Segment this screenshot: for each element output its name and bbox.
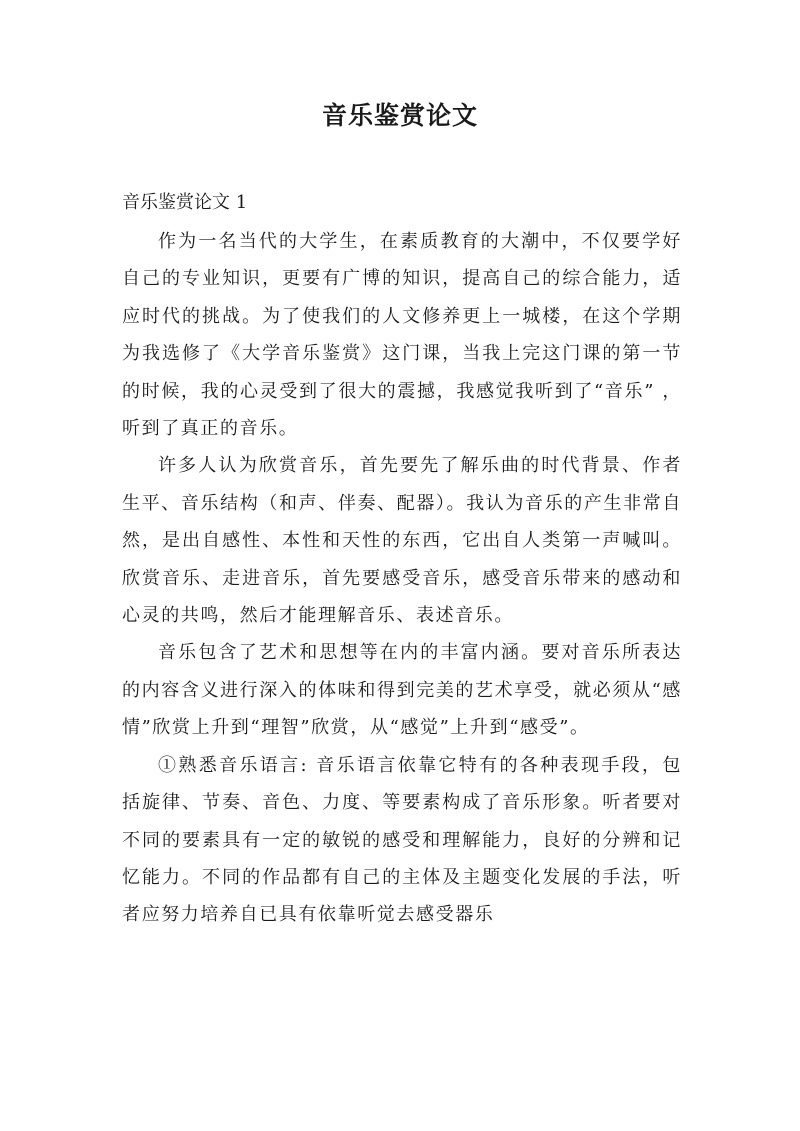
document-title: 音乐鉴赏论文 bbox=[321, 101, 478, 130]
section-heading: 音乐鉴赏论文 1 bbox=[122, 192, 248, 213]
paragraph: ①熟悉音乐语言: 音乐语言依靠它特有的各种表现手段，包括旋律、节奏、音色、力度、等要素构成了音乐形象。听者要对不同的要素具有一定的敏锐的感受和理解能力，良好的分辨和记忆能力。不同的作品都有自己的主体及主题变化发展的手法，听者应努力培养自已具有依靠听觉去感受器乐 bbox=[122, 754, 682, 926]
body-text bbox=[122, 223, 682, 934]
paragraph: 许多人认为欣赏音乐，首先要先了解乐曲的时代背景、作者生平、音乐结构（和声、伴奏、配器）。我认为音乐的产生非常自然，是出自感性、本性和天性的东西，它出自人类第一声喊叫。欣赏音乐、走进音乐，首先要感受音乐，感受音乐带来的感动和心灵的共鸣，然后才能理解音乐、表述音乐。 bbox=[122, 455, 682, 627]
paragraph: 作为一名当代的大学生，在素质教育的大潮中，不仅要学好自己的专业知识，更要有广博的知识，提高自己的综合能力，适应时代的挑战。为了使我们的人文修养更上一城楼，在这个学期为我选修了《大学音乐鉴赏》这门课，当我上完这门课的第一节的时候，我的心灵受到了很大的震撼，我感觉我听到了“音乐” ，听到了真正的音乐。 bbox=[122, 231, 682, 440]
paragraph: 音乐包含了艺术和思想等在内的丰富内涵。要对音乐所表达的内容含义进行深入的体味和得到完美的艺术享受，就必须从“感情”欣赏上升到“理智”欣赏，从“感觉”上升到“感受”。 bbox=[122, 642, 682, 739]
